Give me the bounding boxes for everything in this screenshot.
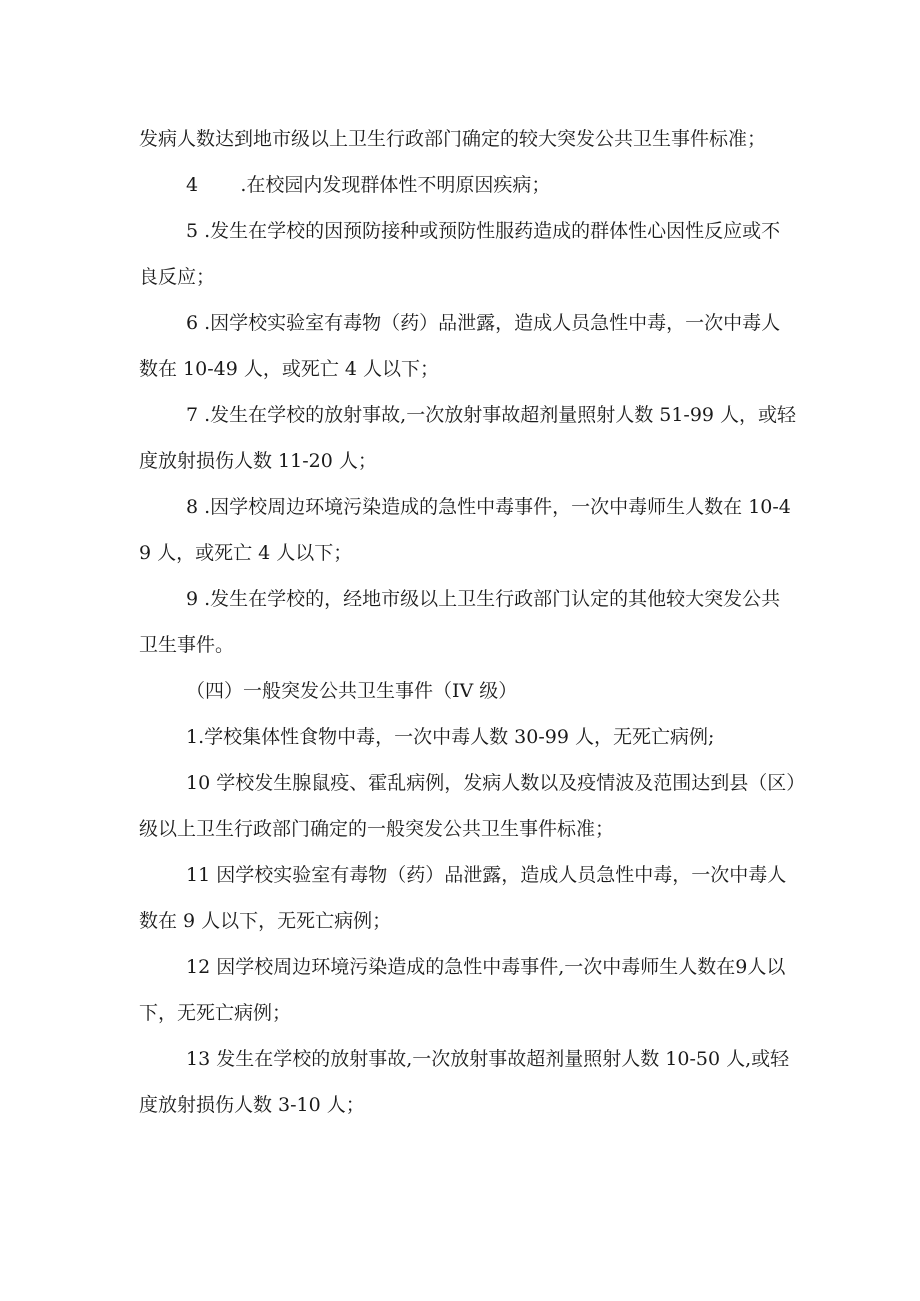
paragraph-continuation: 发病人数达到地市级以上卫生行政部门确定的较大突发公共卫生事件标准； [139, 128, 767, 150]
paragraph-item-13: 13 发生在学校的放射事故,一次放射事故超剂量照射人数 10-50 人,或轻度放射损伤人数 3-10 人； [139, 1048, 790, 1116]
paragraph-item-8: 8 .因学校周边环境污染造成的急性中毒事件，一次中毒师生人数在 10-49 人，或死亡 4 人以下； [139, 496, 791, 564]
paragraph-item-11: 11 因学校实验室有毒物（药）品泄露，造成人员急性中毒，一次中毒人数在 9 人以下，无死亡病例； [139, 864, 787, 932]
paragraph-item-5: 5 .发生在学校的因预防接种或预防性服药造成的群体性心因性反应或不良反应； [139, 220, 781, 288]
paragraph-item-7: 7 .发生在学校的放射事故,一次放射事故超剂量照射人数 51-99 人，或轻度放射损伤人数 11-20 人； [139, 404, 797, 472]
paragraph-item-9: 9 .发生在学校的，经地市级以上卫生行政部门认定的其他较大突发公共卫生事件。 [139, 588, 781, 656]
paragraph-item-6: 6 .因学校实验室有毒物（药）品泄露，造成人员急性中毒，一次中毒人数在 10-49 人，或死亡 4 人以下； [139, 312, 781, 380]
paragraph-item-1: 1.学校集体性食物中毒，一次中毒人数 30-99 人，无死亡病例; [186, 726, 715, 748]
document-body [139, 116, 799, 1128]
paragraph-item-4: 4 .在校园内发现群体性不明原因疾病； [186, 174, 551, 196]
section-heading-level-4: （四）一般突发公共卫生事件（IV 级） [186, 680, 518, 702]
paragraph-item-10: 10 学校发生腺鼠疫、霍乱病例，发病人数以及疫情波及范围达到县（区）级以上卫生行政部门确定的一般突发公共卫生事件标准； [139, 772, 796, 840]
paragraph-item-12: 12 因学校周边环境污染造成的急性中毒事件,一次中毒师生人数在9人以下，无死亡病例； [139, 956, 786, 1024]
